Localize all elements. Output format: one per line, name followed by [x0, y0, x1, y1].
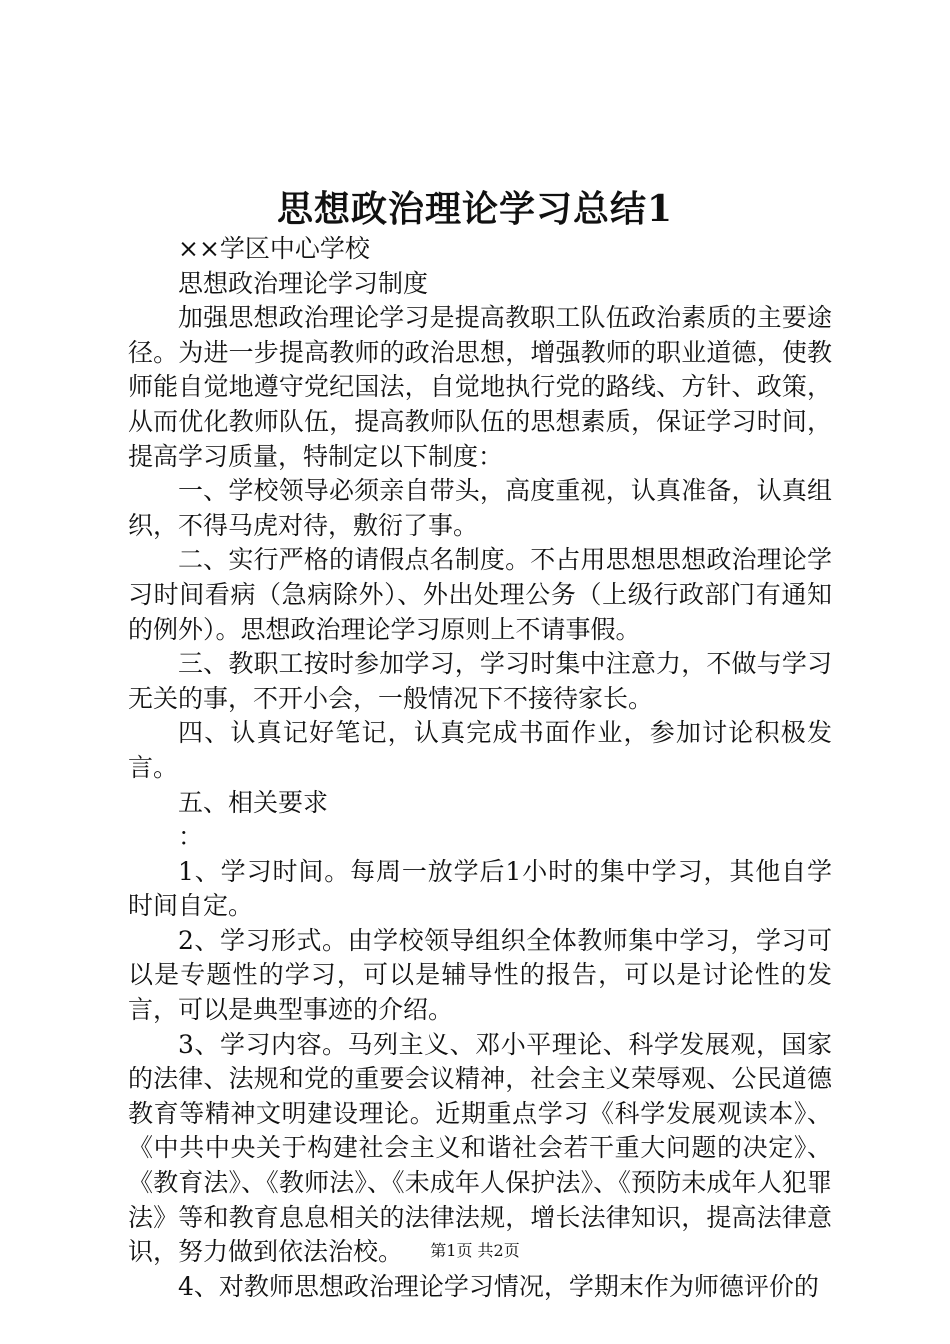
- document-body: [128, 232, 832, 1304]
- document-title: 思想政治理论学习总结1: [276, 188, 674, 230]
- page-number-footer: 第1页 共2页: [430, 1241, 520, 1260]
- paragraph: 思想政治理论学习制度: [178, 268, 429, 298]
- paragraph: 四、认真记好笔记，认真完成书面作业，参加讨论积极发言。: [128, 718, 832, 782]
- paragraph: 五、相关要求: [178, 787, 329, 817]
- paragraph: ××学区中心学校: [178, 234, 370, 263]
- paragraph: 3、学习内容。马列主义、邓小平理论、科学发展观，国家的法律、法规和党的重要会议精神，社会主义荣辱观、公民道德教育等精神文明建设理论。近期重点学习《科学发展观读本》、《中共中央关于构建社会主义和谐社会若干重大问题的决定》、《教育法》、《教师法》、《未成年人保护法》、《预防未成年人犯罪法》等和教育息息相关的法律法规，增长法律知识，提高法律意识，努力做到依法治校。: [128, 1029, 832, 1267]
- paragraph: 1、学习时间。每周一放学后1小时的集中学习，其他自学时间自定。: [128, 856, 832, 921]
- paragraph: 二、实行严格的请假点名制度。不占用思想思想政治理论学习时间看病（急病除外）、外出处理公务（上级行政部门有通知的例外）。思想政治理论学习原则上不请事假。: [128, 545, 832, 644]
- paragraph: 一、学校领导必须亲自带头，高度重视，认真准备，认真组织，不得马虎对待，敷衍了事。: [128, 476, 832, 540]
- paragraph: ：: [178, 822, 204, 852]
- paragraph: 加强思想政治理论学习是提高教职工队伍政治素质的主要途径。为进一步提高教师的政治思想，增强教师的职业道德，使教师能自觉地遵守党纪国法，自觉地执行党的路线、方针、政策，从而优化教师队伍，提高教师队伍的思想素质，保证学习时间，提高学习质量，特制定以下制度：: [128, 303, 832, 471]
- paragraph: 4、对教师思想政治理论学习情况，学期末作为师德评价的: [178, 1271, 819, 1301]
- paragraph: 三、教职工按时参加学习，学习时集中注意力，不做与学习无关的事，不开小会，一般情况下不接待家长。: [128, 649, 832, 713]
- paragraph: 2、学习形式。由学校领导组织全体教师集中学习，学习可以是专题性的学习，可以是辅导性的报告，可以是讨论性的发言，可以是典型事迹的介绍。: [128, 925, 832, 1025]
